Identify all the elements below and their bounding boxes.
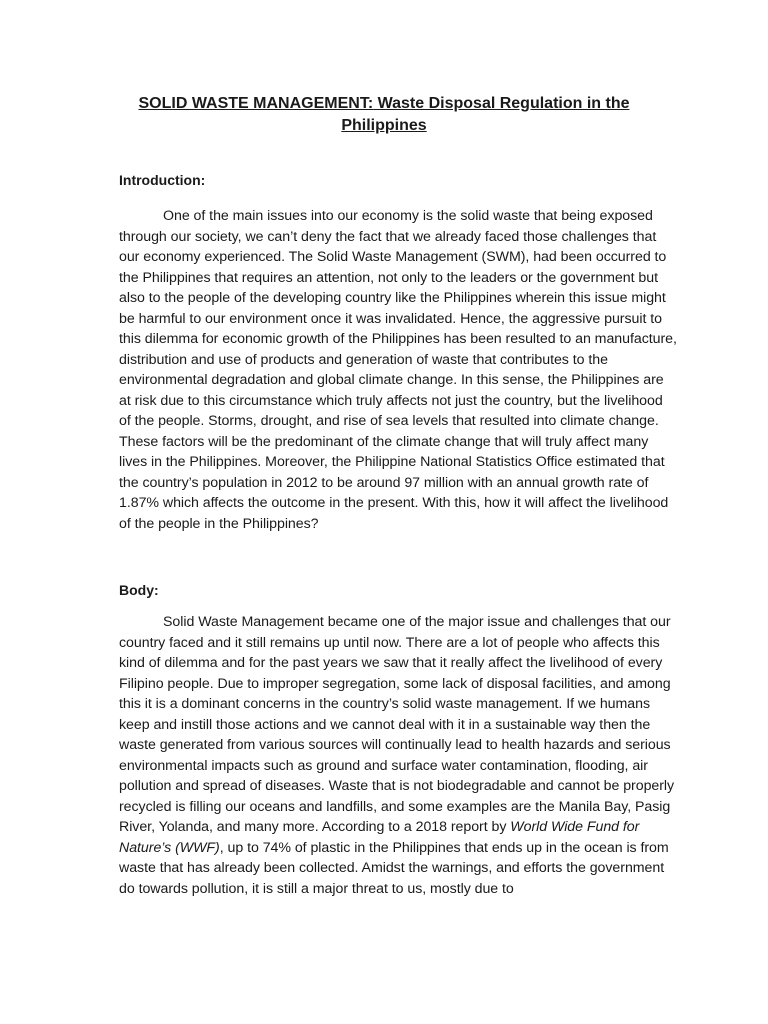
body-paragraph-part2: , up to 74% of plastic in the Philippines that ends up in the ocean is from waste that has already been collected. Amidst the warnings, and efforts the government do towards pollution, it is still a major threat to us, mostly due to (119, 839, 669, 897)
document-title (100, 93, 668, 137)
body-paragraph-part1: Solid Waste Management became one of the major issue and challenges that our country faced and it still remains up until now. There are a lot of people who affects this kind of dilemma and for the past years we saw that it really affect the livelihood of every Filipino people. Due to improper segregation, some lack of disposal facilities, and among this it is a dominant concerns in the country’s solid waste management. If we humans keep and instill those actions and we cannot deal with it in a sustainable way then the waste generated from various sources will continually lead to health hazards and serious environmental impacts such as ground and surface water contamination, flooding, air pollution and spread of diseases. Waste that is not biodegradable and cannot be properly recycled is filling our oceans and landfills, and some examples are the Manila Bay, Pasig River, Yolanda, and many more. According to a 2018 report by (119, 614, 675, 835)
body-paragraph-italic: World Wide Fund for Nature’s (WWF) (119, 819, 640, 856)
body-heading: Body: (119, 582, 159, 598)
title-rest: Waste Disposal Regulation in the Philippines (341, 95, 630, 134)
title-bold-part: SOLID WASTE MANAGEMENT: (138, 95, 374, 112)
introduction-paragraph: One of the main issues into our economy is the solid waste that being exposed through our society, we can’t deny the fact that we already faced those challenges that our economy experienced. The Solid Waste Management (SWM), had been occurred to the Philippines that requires an attention, not only to the leaders or the government but also to the people of the developing country like the Philippines wherein this issue might be harmful to our environment once it was invalidated. Hence, the aggressive pursuit to this dilemma for economic growth of the Philippines has been resulted to an manufacture, distribution and use of products and generation of waste that contributes to the environmental degradation and global climate change. In this sense, the Philippines are at risk due to this circumstance which truly affects not just the country, but the livelihood of the people. Storms, drought, and rise of sea levels that resulted into climate change. These factors will be the predominant of the climate change that will truly affect many lives in the Philippines. Moreover, the Philippine National Statistics Office estimated that the country’s population in 2012 to be around 97 million with an annual growth rate of 1.87% which affects the outcome in the present. With this, how it will affect the livelihood of the people in the Philippines? (119, 208, 677, 532)
introduction-heading: Introduction: (119, 172, 206, 188)
body-paragraph (119, 612, 677, 899)
